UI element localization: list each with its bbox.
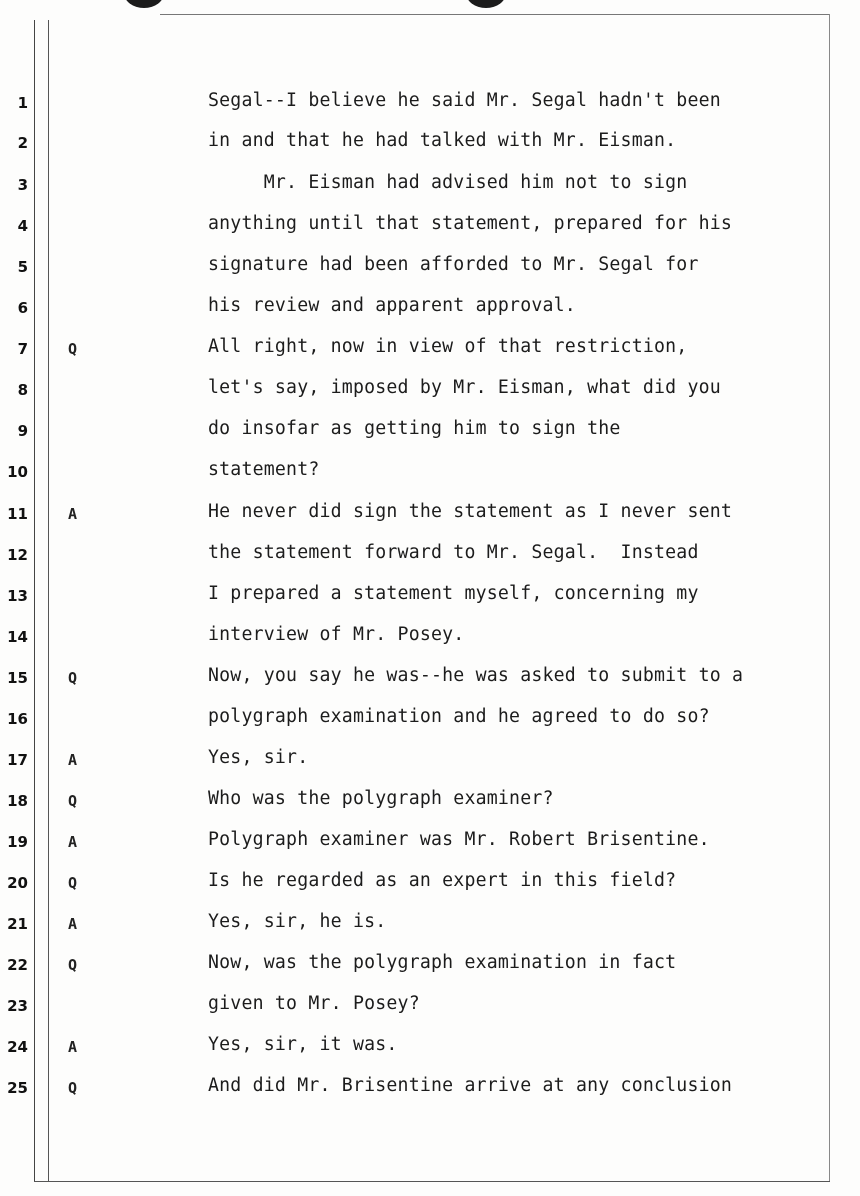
speaker-label: Q bbox=[68, 1079, 78, 1097]
line-text: Now, you say he was--he was asked to submit to a bbox=[208, 665, 744, 686]
transcript-line bbox=[0, 295, 830, 323]
line-number: 11 bbox=[7, 505, 28, 523]
speaker-label: Q bbox=[68, 340, 78, 358]
line-number: 7 bbox=[17, 340, 28, 358]
line-text: Now, was the polygraph examination in fact bbox=[208, 952, 677, 973]
transcript-line bbox=[0, 583, 830, 611]
line-number: 25 bbox=[7, 1079, 28, 1097]
line-text: his review and apparent approval. bbox=[208, 295, 576, 316]
binder-hole-right bbox=[466, 0, 506, 8]
line-number: 10 bbox=[7, 463, 28, 481]
line-number: 24 bbox=[7, 1038, 28, 1056]
transcript-line bbox=[0, 130, 830, 158]
binder-hole-left bbox=[124, 0, 164, 8]
line-number: 18 bbox=[7, 792, 28, 810]
line-text: Yes, sir, it was. bbox=[208, 1034, 398, 1055]
line-number: 21 bbox=[7, 915, 28, 933]
speaker-label: Q bbox=[68, 874, 78, 892]
line-number: 2 bbox=[17, 134, 28, 152]
transcript-line bbox=[0, 952, 830, 980]
transcript-line bbox=[0, 993, 830, 1021]
speaker-label: A bbox=[68, 751, 78, 769]
line-number: 1 bbox=[17, 94, 28, 112]
line-number: 8 bbox=[17, 381, 28, 399]
transcript-line bbox=[0, 788, 830, 816]
line-text: anything until that statement, prepared for his bbox=[208, 213, 733, 234]
transcript-line bbox=[0, 1034, 830, 1062]
transcript-line bbox=[0, 501, 830, 529]
line-number: 17 bbox=[7, 751, 28, 769]
line-number: 3 bbox=[17, 176, 28, 194]
line-number: 5 bbox=[17, 258, 28, 276]
line-text: He never did sign the statement as I never sent bbox=[208, 501, 733, 522]
speaker-label: Q bbox=[68, 956, 78, 974]
line-text: let's say, imposed by Mr. Eisman, what did you bbox=[208, 377, 721, 398]
transcript-line bbox=[0, 747, 830, 775]
line-number: 13 bbox=[7, 587, 28, 605]
transcript-line bbox=[0, 459, 830, 487]
line-text: signature had been afforded to Mr. Segal for bbox=[208, 254, 699, 275]
transcript-line bbox=[0, 911, 830, 939]
line-number: 14 bbox=[7, 628, 28, 646]
top-border bbox=[160, 14, 830, 15]
transcript-line bbox=[0, 418, 830, 446]
line-text: I prepared a statement myself, concerning my bbox=[208, 583, 699, 604]
transcript-line bbox=[0, 870, 830, 898]
line-number: 12 bbox=[7, 546, 28, 564]
line-text: do insofar as getting him to sign the bbox=[208, 418, 621, 439]
line-text: Is he regarded as an expert in this field? bbox=[208, 870, 677, 891]
line-text: And did Mr. Brisentine arrive at any conclusion bbox=[208, 1075, 733, 1096]
transcript-line bbox=[0, 706, 830, 734]
speaker-label: A bbox=[68, 505, 78, 523]
speaker-label: A bbox=[68, 833, 78, 851]
line-number: 20 bbox=[7, 874, 28, 892]
line-text: polygraph examination and he agreed to do so? bbox=[208, 706, 710, 727]
transcript-line bbox=[0, 1075, 830, 1103]
bottom-border bbox=[34, 1181, 830, 1182]
transcript-line bbox=[0, 172, 830, 200]
transcript-line bbox=[0, 336, 830, 364]
line-number: 4 bbox=[17, 217, 28, 235]
line-text: interview of Mr. Posey. bbox=[208, 624, 465, 645]
line-number: 9 bbox=[17, 422, 28, 440]
line-text: the statement forward to Mr. Segal. Instead bbox=[208, 542, 699, 563]
line-text: All right, now in view of that restriction, bbox=[208, 336, 688, 357]
transcript-line bbox=[0, 665, 830, 693]
transcript-line bbox=[0, 213, 830, 241]
line-text: Yes, sir, he is. bbox=[208, 911, 387, 932]
speaker-label: Q bbox=[68, 669, 78, 687]
line-text: in and that he had talked with Mr. Eisman. bbox=[208, 130, 677, 151]
line-text: Who was the polygraph examiner? bbox=[208, 788, 554, 809]
transcript-line bbox=[0, 90, 830, 118]
transcript-line bbox=[0, 254, 830, 282]
speaker-label: Q bbox=[68, 792, 78, 810]
line-text: Polygraph examiner was Mr. Robert Brisentine. bbox=[208, 829, 710, 850]
line-text: Yes, sir. bbox=[208, 747, 309, 768]
line-number: 22 bbox=[7, 956, 28, 974]
transcript-line bbox=[0, 542, 830, 570]
line-number: 15 bbox=[7, 669, 28, 687]
line-number: 16 bbox=[7, 710, 28, 728]
transcript-line bbox=[0, 624, 830, 652]
transcript-line bbox=[0, 377, 830, 405]
line-number: 19 bbox=[7, 833, 28, 851]
line-text: statement? bbox=[208, 459, 320, 480]
line-text: given to Mr. Posey? bbox=[208, 993, 420, 1014]
line-text: Mr. Eisman had advised him not to sign bbox=[208, 172, 688, 193]
line-number: 23 bbox=[7, 997, 28, 1015]
line-number: 6 bbox=[17, 299, 28, 317]
speaker-label: A bbox=[68, 1038, 78, 1056]
line-text: Segal--I believe he said Mr. Segal hadn't been bbox=[208, 90, 721, 111]
transcript-line bbox=[0, 829, 830, 857]
speaker-label: A bbox=[68, 915, 78, 933]
